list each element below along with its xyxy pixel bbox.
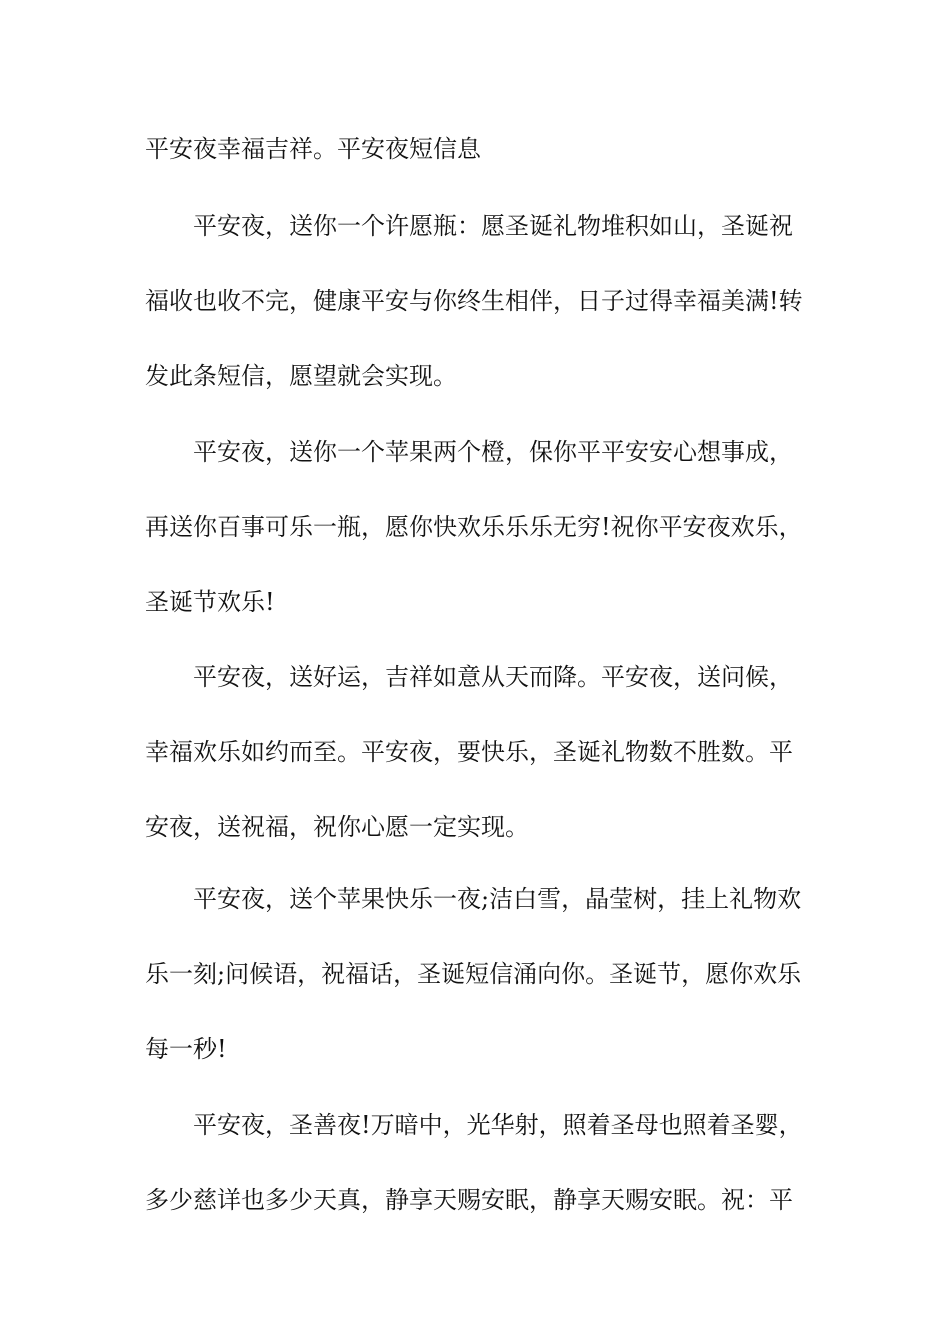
paragraph-2-line-1: 平安夜，送你一个苹果两个橙，保你平平安安心想事成， (193, 438, 793, 466)
paragraph-2-line-3: 圣诞节欢乐! (145, 588, 275, 616)
paragraph-5-line-1: 平安夜，圣善夜!万暗中，光华射，照着圣母也照着圣婴， (193, 1111, 803, 1139)
paragraph-2-line-2: 再送你百事可乐一瓶，愿你快欢乐乐乐无穷!祝你平安夜欢乐， (145, 513, 803, 541)
paragraph-3-line-2: 幸福欢乐如约而至。平安夜，要快乐，圣诞礼物数不胜数。平 (145, 738, 793, 766)
paragraph-5-line-2: 多少慈详也多少天真，静享天赐安眠，静享天赐安眠。祝：平 (145, 1186, 793, 1214)
paragraph-4-line-2: 乐一刻;问候语，祝福话，圣诞短信涌向你。圣诞节，愿你欢乐 (145, 960, 802, 988)
paragraph-4-line-3: 每一秒! (145, 1035, 227, 1063)
paragraph-3-line-3: 安夜，送祝福，祝你心愿一定实现。 (145, 813, 529, 841)
paragraph-4-line-1: 平安夜，送个苹果快乐一夜;洁白雪，晶莹树，挂上礼物欢 (193, 885, 802, 913)
paragraph-1-line-2: 福收也收不完，健康平安与你终生相伴，日子过得幸福美满!转 (145, 287, 803, 315)
paragraph-1-line-3: 发此条短信，愿望就会实现。 (145, 362, 457, 390)
paragraph-1-line-1: 平安夜，送你一个许愿瓶：愿圣诞礼物堆积如山，圣诞祝 (193, 212, 793, 240)
document-title-line: 平安夜幸福吉祥。平安夜短信息 (145, 135, 481, 163)
paragraph-3-line-1: 平安夜，送好运，吉祥如意从天而降。平安夜，送问候， (193, 663, 793, 691)
